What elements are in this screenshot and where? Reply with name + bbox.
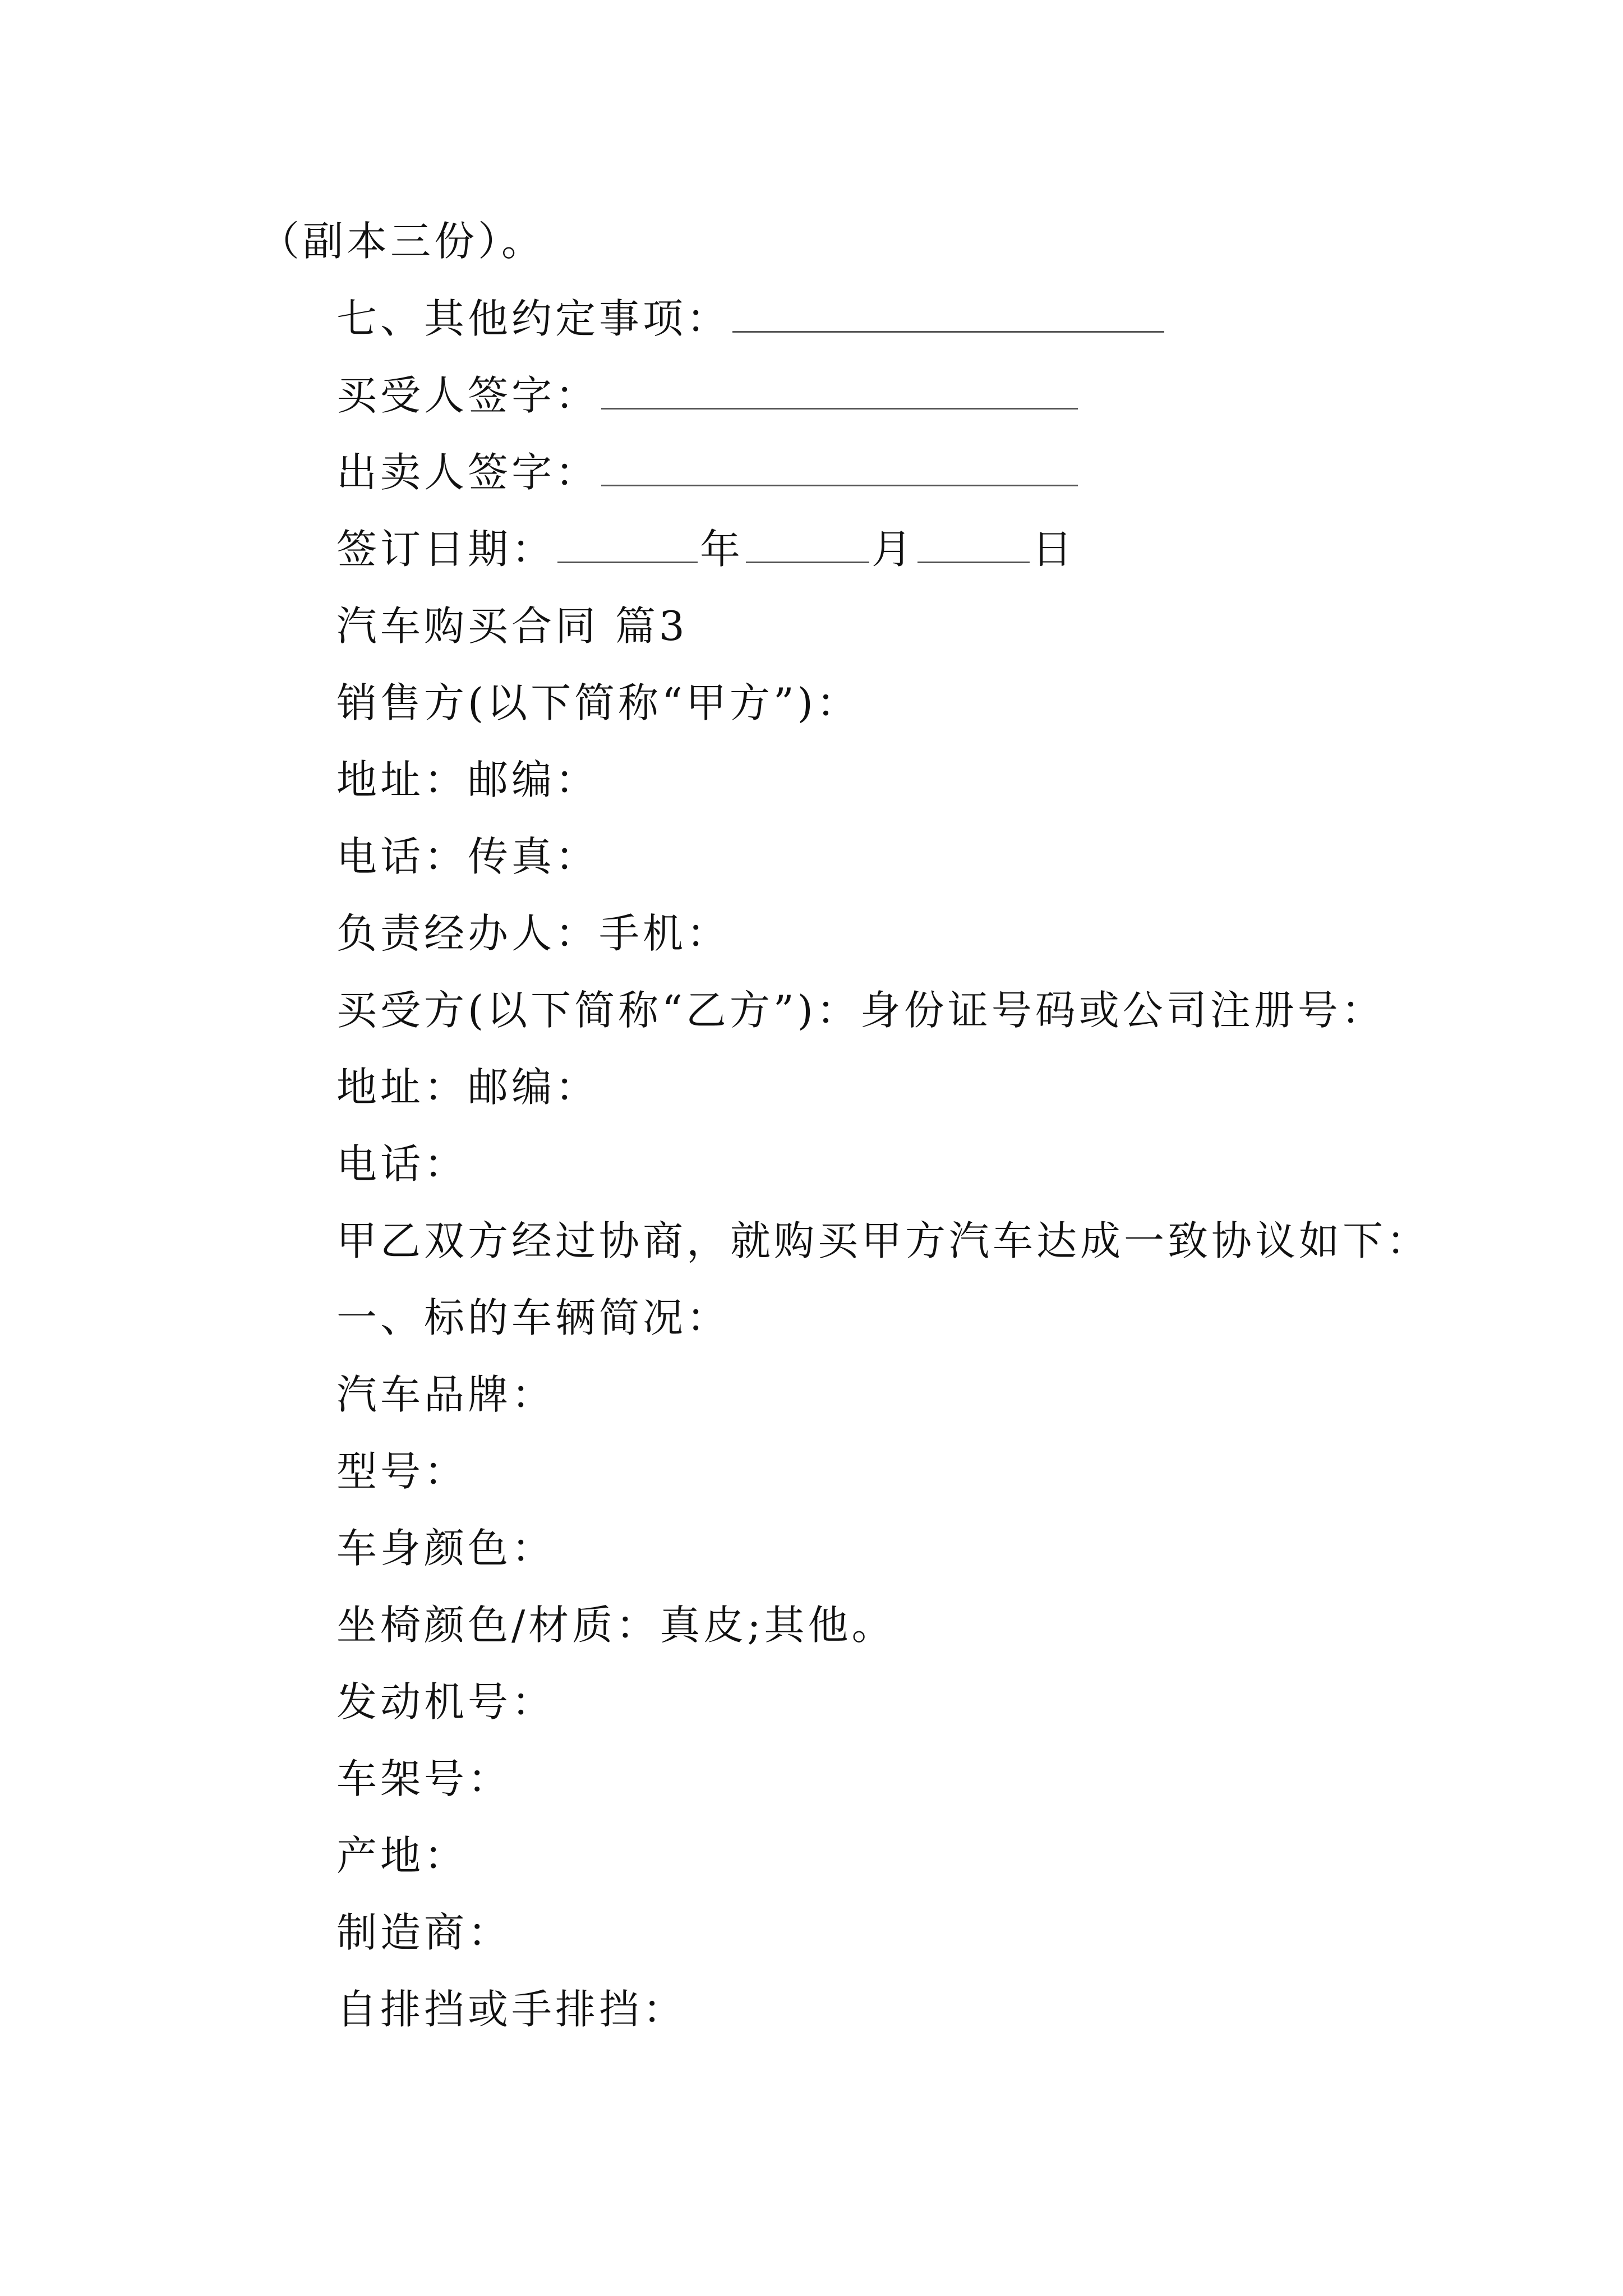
blank-other-terms — [732, 294, 1164, 333]
text-copies: （副本三份）。 — [259, 218, 546, 265]
text-line-body-color — [336, 1521, 555, 1575]
text-day: 日 — [1032, 526, 1076, 573]
blank-day — [917, 524, 1030, 563]
text-line-buyer-address — [336, 1060, 599, 1114]
text-seat: 坐椅颜色/材质：真皮;其他。 — [336, 1602, 896, 1649]
text-line-model — [336, 1444, 468, 1498]
text-line-seller-address — [336, 753, 599, 807]
text-year: 年 — [700, 526, 744, 573]
text-line-brand — [336, 1368, 555, 1421]
text-seller-address: 地址：邮编： — [336, 756, 600, 803]
text-line-other-terms — [336, 292, 1166, 346]
blank-buyer-signature — [601, 371, 1078, 409]
text-line-frame — [336, 1752, 511, 1806]
text-line-agreement — [336, 1214, 1430, 1268]
text-line-seller-phone — [336, 830, 599, 884]
text-line-copies — [259, 214, 545, 268]
text-engine: 发动机号： — [336, 1678, 556, 1726]
text-buyer-address: 地址：邮编： — [336, 1064, 600, 1111]
text-line-agent — [336, 907, 730, 960]
text-other-terms: 七、其他约定事项： — [336, 295, 731, 342]
text-model: 型号： — [336, 1448, 468, 1495]
text-seller-signature: 出卖人签字： — [336, 449, 600, 496]
text-month: 月 — [872, 526, 916, 573]
text-manufacturer: 制造商： — [336, 1909, 512, 1956]
text-buyer-signature: 买受人签字： — [336, 372, 600, 419]
text-agreement: 甲乙双方经过协商，就购买甲方汽车达成一致协议如下： — [336, 1217, 1431, 1264]
text-buyer-phone: 电话： — [336, 1140, 468, 1188]
blank-month — [746, 524, 869, 563]
text-vehicle-overview: 一、标的车辆简况： — [336, 1294, 731, 1341]
text-origin: 产地： — [336, 1832, 468, 1879]
text-agent: 负责经办人：手机： — [336, 910, 731, 957]
text-transmission: 自排挡或手排挡： — [336, 1986, 687, 2033]
text-line-transmission — [336, 1982, 686, 2036]
text-section-heading: 汽车购买合同 篇3 — [336, 602, 688, 650]
section-heading — [336, 599, 688, 653]
text-line-buyer — [336, 983, 1385, 1037]
text-line-seat — [336, 1598, 896, 1652]
text-line-buyer-signature — [336, 369, 1080, 422]
text-sign-date: 签订日期： — [336, 526, 556, 573]
text-line-sign-date — [336, 522, 1076, 576]
text-seller-phone: 电话：传真： — [336, 833, 600, 880]
blank-seller-signature — [601, 448, 1078, 486]
text-line-vehicle-overview — [336, 1291, 730, 1345]
text-brand: 汽车品牌： — [336, 1371, 556, 1418]
text-line-seller — [336, 676, 860, 730]
text-seller: 销售方(以下简称“甲方”)： — [336, 679, 860, 726]
text-line-manufacturer — [336, 1906, 511, 1959]
text-line-seller-signature — [336, 445, 1080, 499]
text-buyer: 买受方(以下简称“乙方”)：身份证号码或公司注册号： — [336, 987, 1385, 1034]
text-line-origin — [336, 1829, 468, 1883]
text-line-buyer-phone — [336, 1137, 468, 1191]
text-body-color: 车身颜色： — [336, 1525, 556, 1572]
text-frame: 车架号： — [336, 1755, 512, 1802]
blank-year — [557, 524, 698, 563]
text-line-engine — [336, 1675, 555, 1729]
